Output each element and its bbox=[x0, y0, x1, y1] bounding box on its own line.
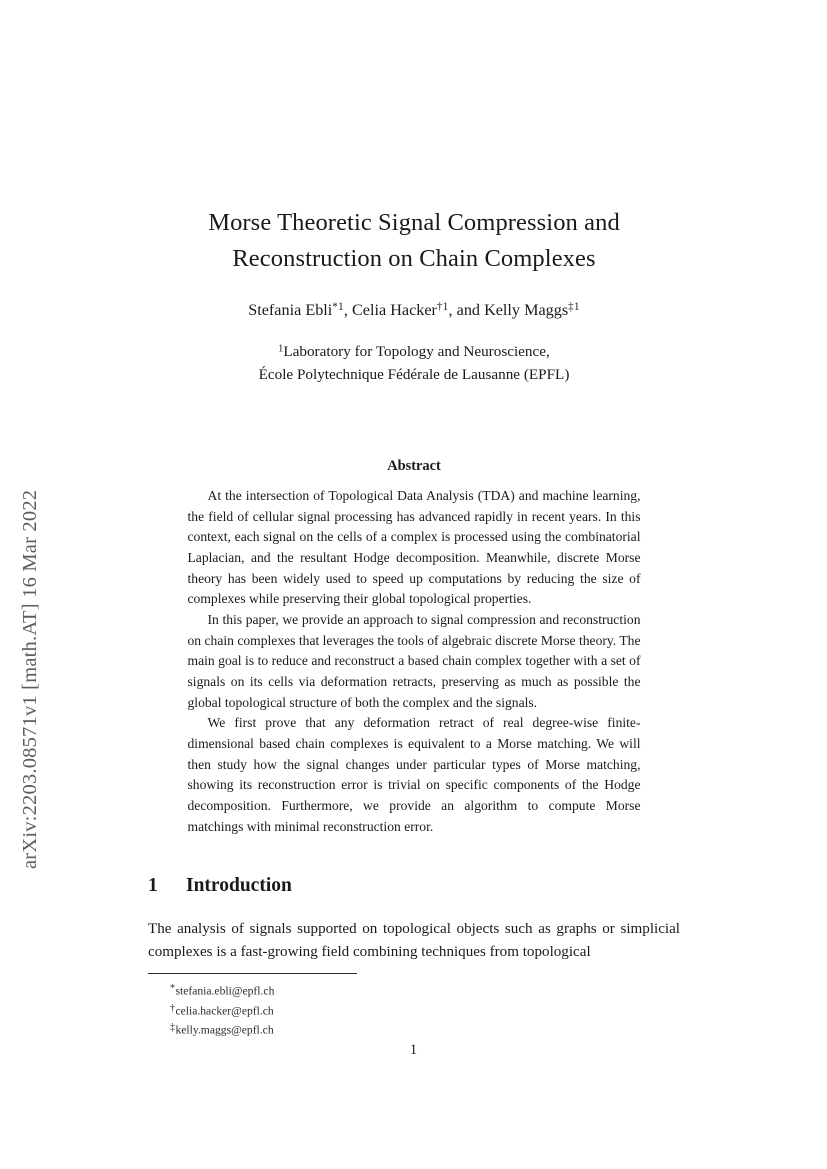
abstract-paragraph-3: We first prove that any deformation retract of real degree-wise finite-dimensional based chain complexes is equivalent to a Morse matching. We will then study how the signal changes under particular types of Morse matching, showing its reconstruction error is trivial on specific components of the Hodge decomposition. Furthermore, we provide an algorithm to compute Morse matchings with minimal reconstruction error. bbox=[187, 715, 641, 834]
page-number: 1 bbox=[409, 1042, 418, 1058]
author-separator-1: , bbox=[343, 300, 352, 319]
author-marker-2: †1 bbox=[436, 300, 449, 313]
author-marker-1: *1 bbox=[332, 300, 344, 313]
footnote-marker: † bbox=[170, 1002, 175, 1014]
author-marker-3: ‡1 bbox=[568, 300, 580, 313]
abstract-heading: Abstract bbox=[387, 458, 441, 475]
author-name-1: Stefania Ebli bbox=[248, 300, 333, 319]
affiliation-block bbox=[148, 321, 680, 386]
arxiv-stamp bbox=[0, 0, 60, 1169]
footnote-block bbox=[148, 973, 568, 1040]
affiliation-marker: 1 bbox=[278, 343, 284, 355]
affiliation-line-2: École Polytechnique Fédérale de Lausanne (EPFL) bbox=[258, 365, 570, 383]
section-title: Introduction bbox=[186, 875, 292, 897]
abstract-paragraph-1: At the intersection of Topological Data Analysis (TDA) and machine learning, the field of cellular signal processing has advanced rapidly in recent years. In this context, each signal on the cells of a complex is processed using the combinatorial Laplacian, and the resultant Hodge decomposition. Meanwhile, discrete Morse theory has been widely used to speed up computations by reducing the size of complexes while preserving their global topological properties. bbox=[187, 488, 641, 607]
affiliation-line-1 bbox=[148, 341, 680, 364]
arxiv-stamp-text: arXiv:2203.08571v1 [math.AT] 16 Mar 2022 bbox=[18, 489, 41, 869]
footnote-item bbox=[148, 1020, 568, 1040]
affiliation-line-1-text: Laboratory for Topology and Neuroscience, bbox=[283, 343, 550, 361]
footnote-rule bbox=[148, 973, 357, 974]
footnote-text[interactable]: stefania.ebli@epfl.ch bbox=[175, 984, 275, 998]
footnote-text[interactable]: kelly.maggs@epfl.ch bbox=[175, 1023, 274, 1037]
paper-content bbox=[148, 0, 680, 964]
section-heading-introduction bbox=[148, 837, 680, 898]
footnote-text[interactable]: celia.hacker@epfl.ch bbox=[175, 1004, 274, 1018]
author-name-2: Celia Hacker bbox=[352, 300, 437, 319]
abstract-section bbox=[188, 386, 641, 837]
author-list bbox=[148, 278, 680, 322]
paper-title-line-2: Reconstruction on Chain Complexes bbox=[232, 245, 596, 273]
paper-title-line-1: Morse Theoretic Signal Compression and bbox=[208, 209, 620, 236]
footnote-marker: ‡ bbox=[170, 1022, 175, 1034]
introduction-paragraph-1: The analysis of signals supported on topological objects such as graphs or simplicial complexes is a fast-growing field combining techniques from topological bbox=[148, 920, 680, 960]
abstract-paragraph-2: In this paper, we provide an approach to signal compression and reconstruction on chain complexes that leverages the tools of algebraic discrete Morse theory. The main goal is to reduce and reconstruct a based chain complex together with a set of signals on its cells via deformation retracts, preserving as much as possible the global topological structure of both the complex and the signals. bbox=[187, 612, 641, 710]
author-name-3: Kelly Maggs bbox=[484, 300, 569, 319]
footnote-marker: * bbox=[170, 983, 175, 994]
paper-title bbox=[148, 0, 680, 278]
footnote-item bbox=[148, 1001, 568, 1021]
section-number: 1 bbox=[148, 875, 158, 897]
author-separator-2: , and bbox=[448, 300, 485, 319]
footnote-item bbox=[148, 981, 568, 1001]
